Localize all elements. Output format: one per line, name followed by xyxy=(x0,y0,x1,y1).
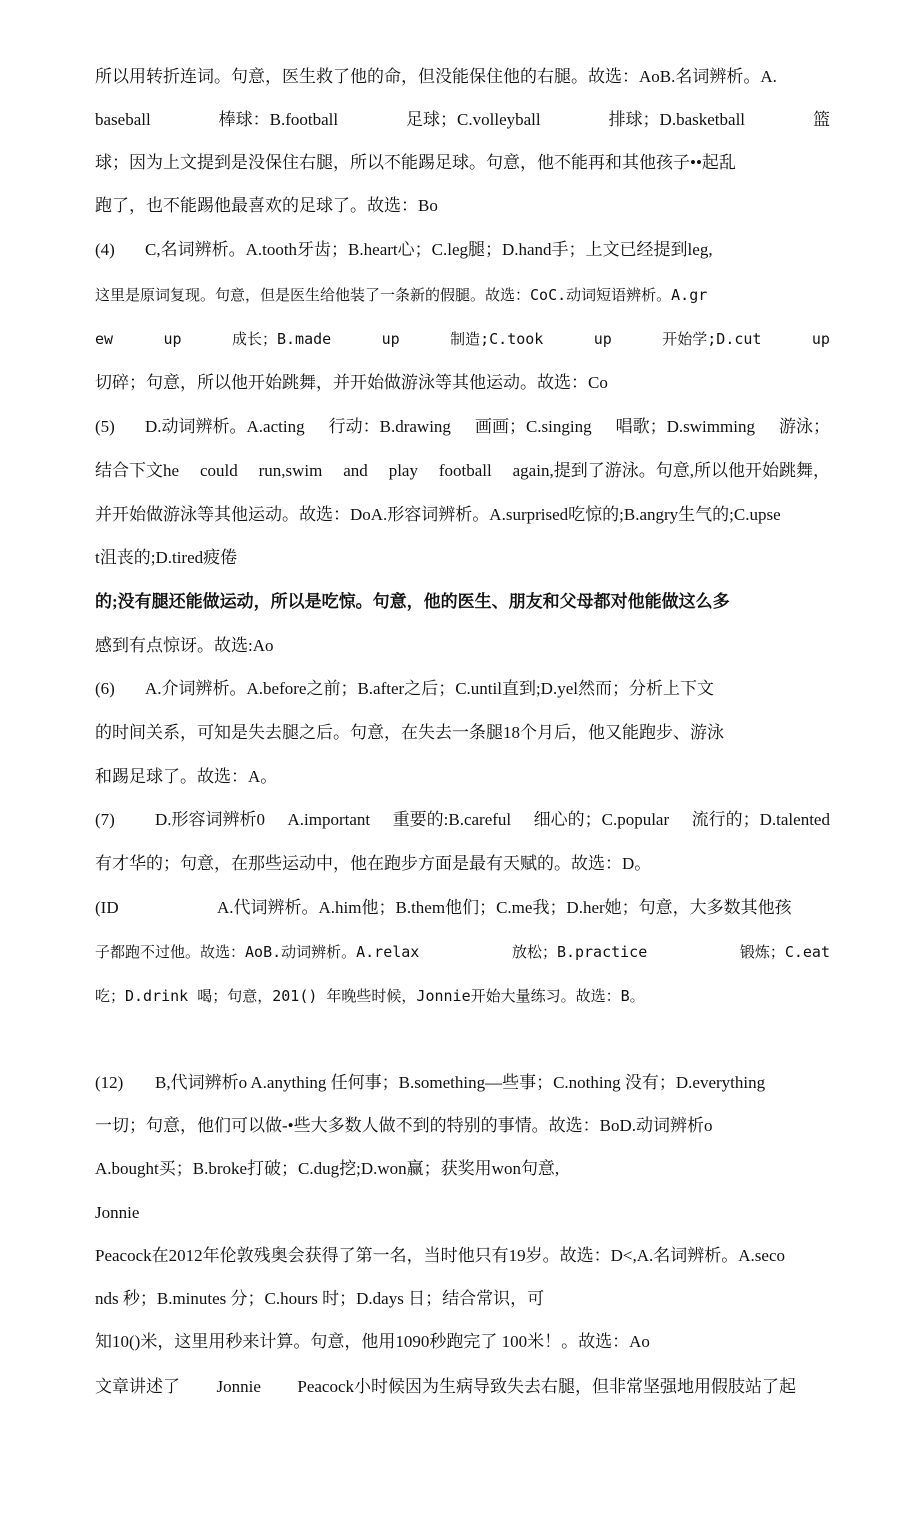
text-span: 子都跑不过他。故选：AoB.动词辨析。A.relax xyxy=(95,943,420,961)
text-line-25: A.bought买；B.broke打破；C.dug挖;D.won赢；获奖用won句意, xyxy=(95,1159,560,1178)
text-span: 成长；B.made xyxy=(232,330,332,348)
text-span: 文章讲述了 xyxy=(95,1377,180,1396)
text-line-11: 并开始做游泳等其他运动。故选：DoA.形容词辨析。A.surprised吃惊的;B.angry生气的;C.upse xyxy=(95,505,781,524)
text-line-16: 的时间关系，可知是失去腿之后。句意，在失去一条腿18个月后，他又能跑步、游泳 xyxy=(95,723,724,742)
text-line-20 xyxy=(95,897,830,919)
text-line-22: 吃；D.drink 喝；句意，201() 年晚些时候，Jonnie开始大量练习。故选：B。 xyxy=(95,987,645,1005)
item-number: (5) xyxy=(95,417,115,436)
text-span: 放松；B.practice xyxy=(511,943,648,961)
text-span: A.important xyxy=(287,810,371,829)
text-span: 制造;C.took xyxy=(450,330,544,348)
item-number: (7) xyxy=(95,810,115,829)
text-line-3: 球；因为上文提到是没保住右腿，所以不能踢足球。句意，他不能再和其他孩子••起乱 xyxy=(95,153,736,172)
text-span: 重要的:B.careful xyxy=(392,810,512,829)
text-span: 游泳； xyxy=(778,417,830,436)
text-line-24: 一切；句意，他们可以做-•些大多数人做不到的特别的事情。故选：BoD.动词辨析o xyxy=(95,1116,713,1135)
text-span: A.代词辨析。A.him他；B.them他们；C.me我；D.her她；句意，大多数其他孩 xyxy=(217,898,792,917)
text-line-21 xyxy=(95,941,830,963)
text-line-23 xyxy=(95,1072,830,1094)
text-span: up xyxy=(381,330,400,348)
text-span: 开始学;D.cut xyxy=(662,330,762,348)
text-span: 唱歌；D.swimming xyxy=(615,417,755,436)
text-line-13: 的;没有腿还能做运动，所以是吃惊。句意，他的医生、朋友和父母都对他能做这么多 xyxy=(95,592,730,611)
text-span: ew xyxy=(95,330,114,348)
text-span: Jonnie xyxy=(216,1377,261,1396)
text-line-28: nds 秒；B.minutes 分；C.hours 时；D.days 日；结合常识，可 xyxy=(95,1289,545,1308)
text-group xyxy=(145,416,830,438)
text-group xyxy=(155,809,830,831)
text-line-8: 切碎；句意，所以他开始跳舞，并开始做游泳等其他运动。故选：Co xyxy=(95,373,608,392)
text-line-1: 所以用转折连词。句意，医生救了他的命，但没能保住他的右腿。故选：AoB.名词辨析。A. xyxy=(95,67,777,86)
text-span: again,提到了游泳。句意,所以他开始跳舞， xyxy=(512,461,830,480)
text-line-14: 感到有点惊讶。故选:Ao xyxy=(95,636,274,655)
text-span: Peacock小时候因为生病导致失去右腿，但非常坚强地用假肢站了起 xyxy=(297,1377,797,1396)
item-number: (4) xyxy=(95,240,115,259)
text-span: C,名词辨析。A.tooth牙齿；B.heart心；C.leg腿；D.hand手；上文已经提到leg, xyxy=(145,240,713,259)
text-span: 棒球：B.football xyxy=(218,110,339,129)
text-line-30 xyxy=(95,1376,830,1398)
text-span: and xyxy=(343,461,368,480)
text-span: up xyxy=(811,330,830,348)
text-span: could xyxy=(199,461,238,480)
text-line-9 xyxy=(95,416,830,438)
text-line-6: 这里是原词复现。句意，但是医生给他装了一条新的假腿。故选：CoC.动词短语辨析。A.gr xyxy=(95,286,708,304)
text-span: 排球；D.basketball xyxy=(608,110,746,129)
text-span: 行动：B.drawing xyxy=(328,417,451,436)
item-number: (6) xyxy=(95,679,115,698)
text-span: 流行的；D.talented xyxy=(691,810,830,829)
text-span: A.介词辨析。A.before之前；B.after之后；C.until直到;D.yel然而；分析上下文 xyxy=(145,679,714,698)
text-span: football xyxy=(438,461,492,480)
text-line-29: 知10()米，这里用秒来计算。句意，他用1090秒跑完了 100米！。故选：Ao xyxy=(95,1332,650,1351)
text-span: run,swim xyxy=(258,461,323,480)
text-line-12: t沮丧的;D.tired疲倦 xyxy=(95,548,238,567)
text-line-19: 有才华的；句意，在那些运动中，他在跑步方面是最有天赋的。故选：D。 xyxy=(95,854,652,873)
text-line-27: Peacock在2012年伦敦残奥会获得了第一名，当时他只有19岁。故选：D<,A.名词辨析。A.seco xyxy=(95,1246,786,1265)
item-number: (12) xyxy=(95,1073,124,1092)
text-span: 足球；C.volleyball xyxy=(406,110,541,129)
text-span: play xyxy=(388,461,418,480)
text-span: baseball xyxy=(95,110,151,129)
text-line-2 xyxy=(95,109,830,131)
text-span: up xyxy=(163,330,182,348)
text-line-15 xyxy=(95,678,830,700)
text-line-5 xyxy=(95,239,830,261)
text-line-26: Jonnie xyxy=(95,1203,140,1222)
text-line-18 xyxy=(95,809,830,831)
text-line-17: 和踢足球了。故选：A。 xyxy=(95,767,278,786)
text-line-7 xyxy=(95,328,830,350)
item-number: (ID xyxy=(95,898,119,917)
text-span: 画画；C.singing xyxy=(474,417,592,436)
text-span: B,代词辨析o A.anything 任何事；B.something—些事；C.nothing 没有；D.everything xyxy=(155,1073,766,1092)
text-span: 锻炼；C.eat xyxy=(739,943,830,961)
text-span: D.形容词辨析0 xyxy=(155,810,266,829)
text-span: D.动词辨析。A.acting xyxy=(145,417,305,436)
text-line-4: 跑了，也不能踢他最喜欢的足球了。故选：Bo xyxy=(95,196,438,215)
text-line-10 xyxy=(95,460,830,482)
text-span: 篮 xyxy=(812,110,830,129)
text-span: up xyxy=(593,330,612,348)
text-span: 细心的；C.popular xyxy=(533,810,670,829)
text-span: 结合下文he xyxy=(95,461,180,480)
